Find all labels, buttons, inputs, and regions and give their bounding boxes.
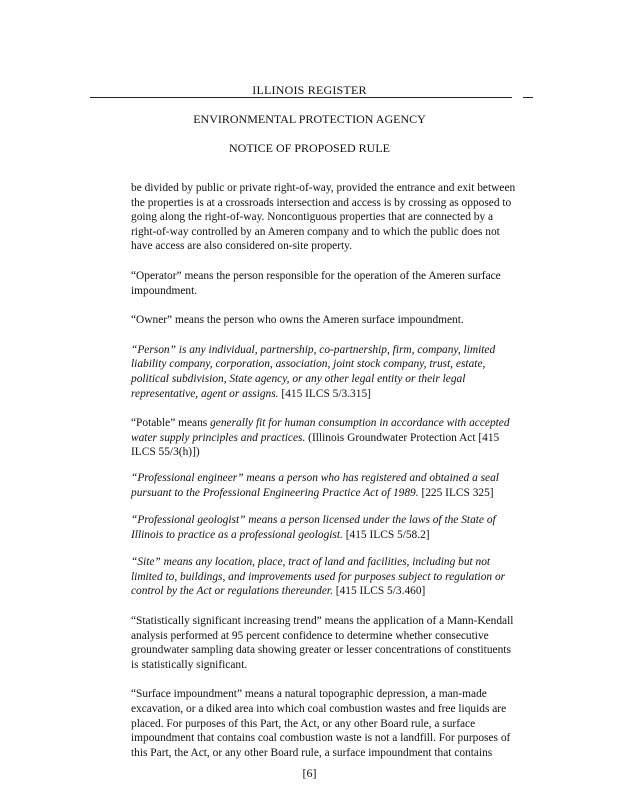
agency-heading: ENVIRONMENTAL PROTECTION AGENCY	[193, 112, 426, 126]
register-title: ILLINOIS REGISTER	[252, 83, 367, 97]
citation-segment: [225 ILCS 325]	[418, 486, 494, 499]
definition-surface-impoundment	[131, 687, 517, 760]
citation-segment: [415 ILCS 5/3.315]	[278, 387, 371, 400]
header-rule-tail	[523, 97, 533, 98]
definition-owner	[131, 313, 517, 328]
definition-statistically-significant-trend	[131, 614, 517, 672]
italic-segment: “Site” means any location, place, tract of land and facilities, including but not limited to, buildings, and improvements used for purposes subject to regulation or control by the Act or regulations thereunder.	[131, 556, 506, 598]
text-segment: “Statistically significant increasing trend” means the application of a Mann-Kendall analysis performed at 95 percent confidence to determine whether consecutive groundwater sampling data showing greater or lesser concentrations of constituents is statistically significant.	[131, 615, 514, 671]
text-segment: “Surface impoundment” means a natural topographic depression, a man-made excavation, or a diked area into which coal combustion wastes and free liquids are placed. For purposes of this Part, the Act, or any other Board rule, a surface impoundment that contains coal combustion waste is not a landfill. For purposes of this Part, the Act, or any other Board rule, a surface impoundment that contains	[131, 688, 511, 759]
text-segment: be divided by public or private right-of-way, provided the entrance and exit between the properties is at a crossroads intersection and access is by crossing as opposed to going along the right-of-way. Noncontiguous properties that are connected by a right-of-way controlled by an Ameren company and to which the public does not have access are also considered on-site property.	[131, 182, 516, 253]
notice-heading: NOTICE OF PROPOSED RULE	[228, 141, 390, 155]
definition-professional-geologist	[131, 513, 517, 542]
definition-person	[131, 343, 517, 401]
page-number: [6]	[302, 766, 317, 780]
definition-professional-engineer	[131, 471, 517, 500]
paragraph-continuation	[131, 181, 517, 254]
text-segment: “Potable” means	[131, 417, 211, 430]
definition-site	[131, 555, 517, 599]
definition-potable	[131, 416, 517, 460]
header-rule	[90, 97, 512, 98]
citation-segment: (Illinois Groundwater Protection Act [415 ILCS 55/3(h)])	[131, 431, 500, 459]
rule-body	[131, 181, 517, 775]
text-segment: “Owner” means the person who owns the Ameren surface impoundment.	[131, 314, 464, 327]
italic-segment: generally fit for human consumption in accordance with accepted water supply principles and practices.	[131, 417, 510, 444]
citation-segment: [415 ILCS 5/3.460]	[332, 585, 426, 598]
definition-operator	[131, 269, 517, 298]
italic-segment: “Professional engineer” means a person who has registered and obtained a seal pursuant to the Professional Engineering Practice Act of 1989.	[131, 471, 499, 499]
italic-segment: “Person” is any individual, partnership, co-partnership, firm, company, limited liability company, corporation, association, joint stock company, trust, estate, political subdivision, State agency, or any other legal entity or their legal representative, agent or assigns.	[131, 343, 496, 400]
italic-segment: “Professional geologist” means a person licensed under the laws of the State of Illinois to practice as a professional geologist.	[131, 514, 496, 541]
citation-segment: [415 ILCS 5/58.2]	[342, 528, 430, 541]
text-segment: “Operator” means the person responsible for the operation of the Ameren surface impoundment.	[131, 269, 501, 297]
